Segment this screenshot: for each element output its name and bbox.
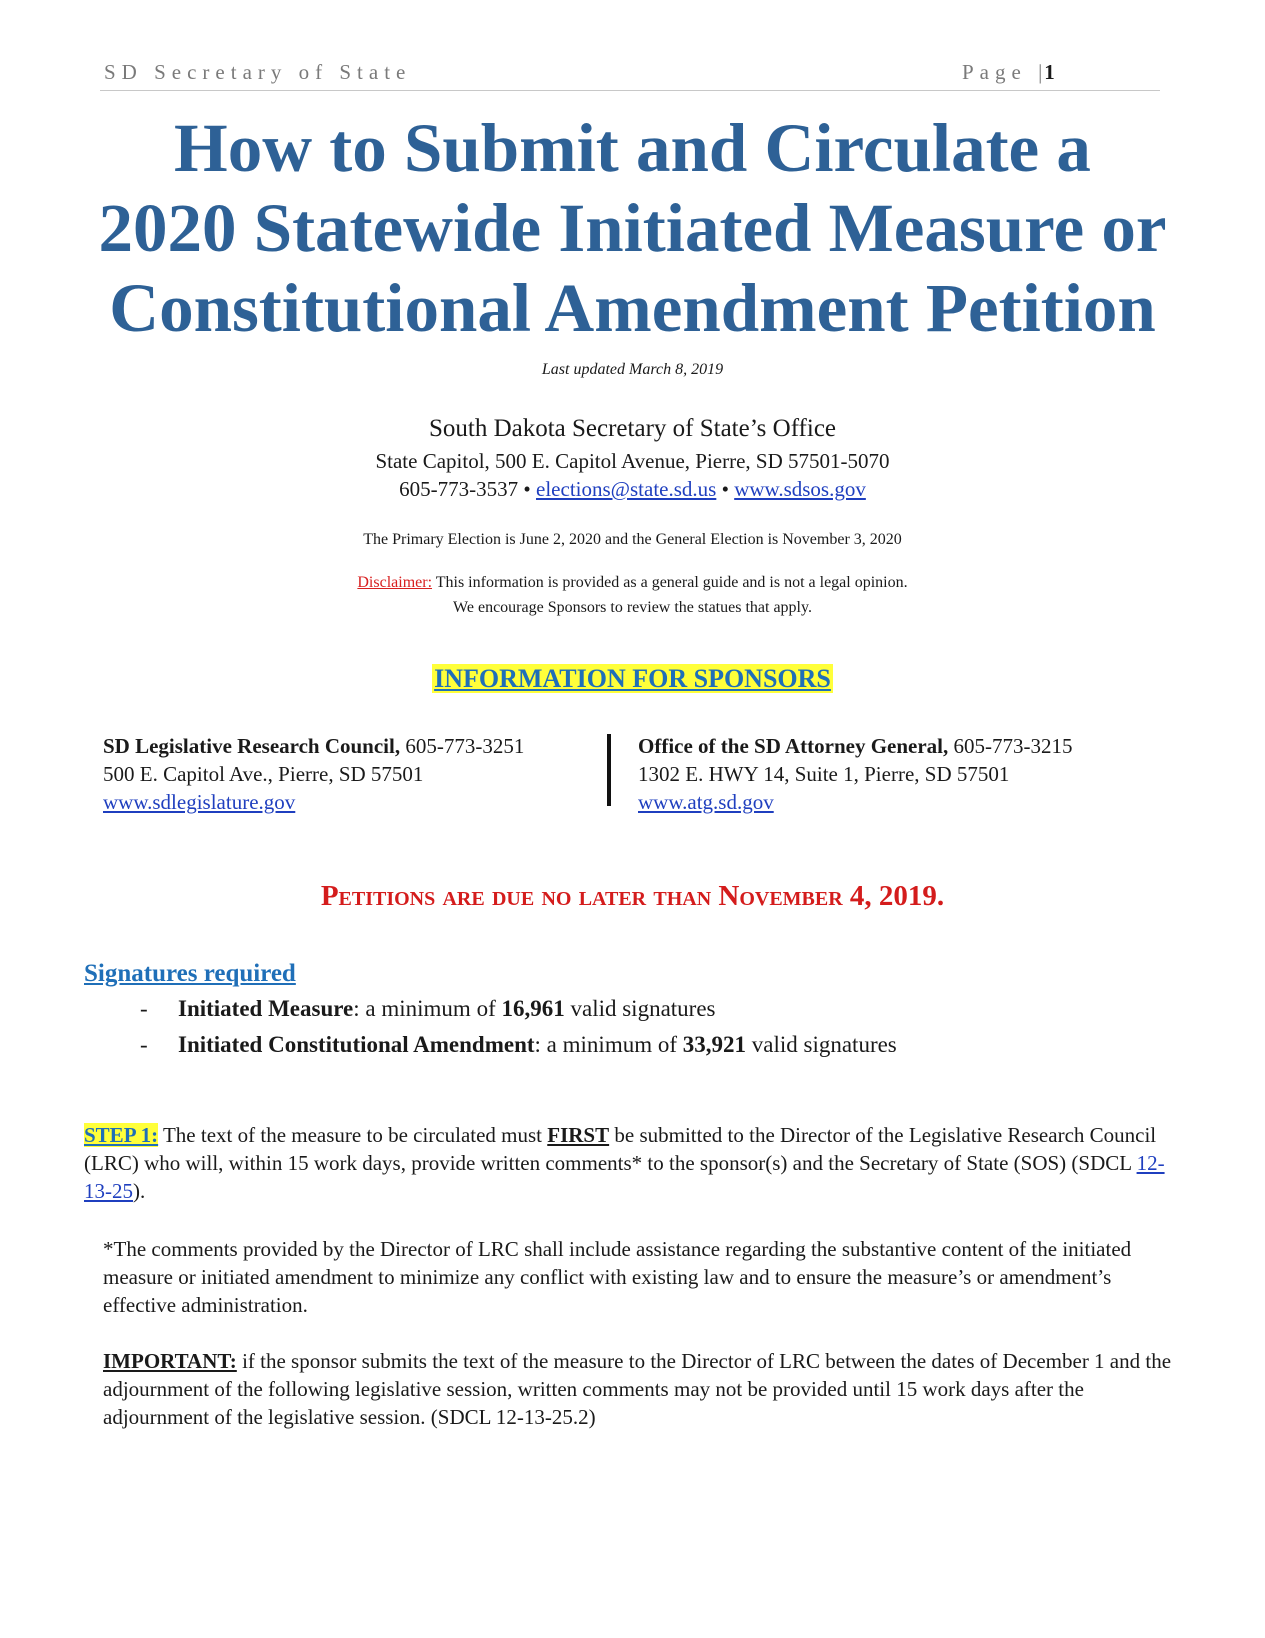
item-label: Initiated Measure [178,996,354,1021]
bullet-separator: • [721,477,729,501]
document-title [40,108,1225,348]
step-1-text: ). [133,1179,146,1203]
lrc-org: SD Legislative Research Council, [103,734,401,758]
important-label: IMPORTANT: [103,1349,237,1373]
item-text: : a minimum of [353,996,502,1021]
office-email-link[interactable]: elections@state.sd.us [536,477,717,501]
step-1-label: STEP 1: [84,1123,159,1147]
step-1-paragraph [84,1121,1174,1205]
page-label: Page [962,60,1027,84]
signature-count: 16,961 [501,996,565,1021]
ag-contact [638,732,1073,816]
disclaimer-line-1: This information is provided as a general guide and is not a legal opinion. [432,574,908,591]
page-number: 1 [1044,60,1055,84]
title-line-3: Constitutional Amendment Petition [109,270,1156,346]
sponsors-heading [0,664,1265,694]
item-text: valid signatures [746,1032,897,1057]
office-name: South Dakota Secretary of State’s Office [428,415,837,442]
step-1-text: The text of the measure to be circulated must [158,1123,548,1147]
lrc-website-link[interactable]: www.sdlegislature.gov [103,790,296,814]
lrc-contact [103,732,524,816]
title-line-2: 2020 Statewide Initiated Measure or [98,190,1167,266]
important-text: if the sponsor submits the text of the measure to the Director of LRC between the dates of December 1 and the adjournment of the following legislative session, written comments may not be provided until 15 work days after the adjournment of the legislative session. (SDCL 12-13-25.2) [103,1349,1172,1429]
ag-address: 1302 E. HWY 14, Suite 1, Pierre, SD 57501 [638,762,1010,786]
disclaimer-label: Disclaimer: [357,574,433,591]
item-label: Initiated Constitutional Amendment [178,1032,535,1057]
sdcl-link[interactable]: 12-13-25 [84,1151,1165,1203]
header-page [962,60,1055,85]
important-paragraph [103,1347,1173,1431]
disclaimer [0,574,1265,592]
lrc-name-line [103,732,524,760]
bullet-separator: • [523,477,531,501]
office-phone: 605-773-3537 [399,477,519,501]
office-contact [0,477,1265,502]
column-divider [607,734,611,806]
item-text: : a minimum of [534,1032,683,1057]
header-org: SD Secretary of State [104,60,412,84]
signature-count: 33,921 [682,1032,747,1057]
page-separator: | [1038,60,1045,84]
signatures-list [140,991,897,1063]
title-line-1: How to Submit and Circulate a [174,110,1091,186]
lrc-address: 500 E. Capitol Ave., Pierre, SD 57501 [103,762,424,786]
lrc-phone: 605-773-3251 [400,734,525,758]
ag-name-line [638,732,1073,760]
office-address: State Capitol, 500 E. Capitol Avenue, Pierre, SD 57501-5070 [375,449,890,473]
ag-website-link[interactable]: www.atg.sd.gov [638,790,774,814]
election-dates: The Primary Election is June 2, 2020 and the General Election is November 3, 2020 [363,531,902,548]
disclaimer-line-2: We encourage Sponsors to review the statues that apply. [453,599,812,616]
step-1-text: be submitted to the Director of the Legislative Research Council (LRC) who will, within 15 work days, provide written comments* to the sponsor(s) and the Secretary of State (SOS) (SDCL [84,1123,1157,1175]
petition-deadline: Petitions are due no later than November 4, 2019. [320,880,945,912]
ag-phone: 605-773-3215 [948,734,1073,758]
list-item [140,1027,897,1063]
page-header [100,58,1160,91]
office-website-link[interactable]: www.sdsos.gov [734,477,866,501]
comments-note: *The comments provided by the Director of LRC shall include assistance regarding the substantive content of the initiated measure or initiated amendment to minimize any conflict with existing law and to ensure the measure’s or amendment’s effective administration. [103,1237,1132,1317]
list-dash: - [140,996,148,1021]
signatures-heading: Signatures required [84,960,296,987]
sponsors-heading-text: INFORMATION FOR SPONSORS [434,664,831,693]
list-dash: - [140,1032,148,1057]
ag-org: Office of the SD Attorney General, [638,734,949,758]
list-item [140,991,897,1027]
last-updated: Last updated March 8, 2019 [541,361,724,378]
step-1-emphasis: FIRST [547,1123,610,1147]
item-text: valid signatures [564,996,716,1021]
